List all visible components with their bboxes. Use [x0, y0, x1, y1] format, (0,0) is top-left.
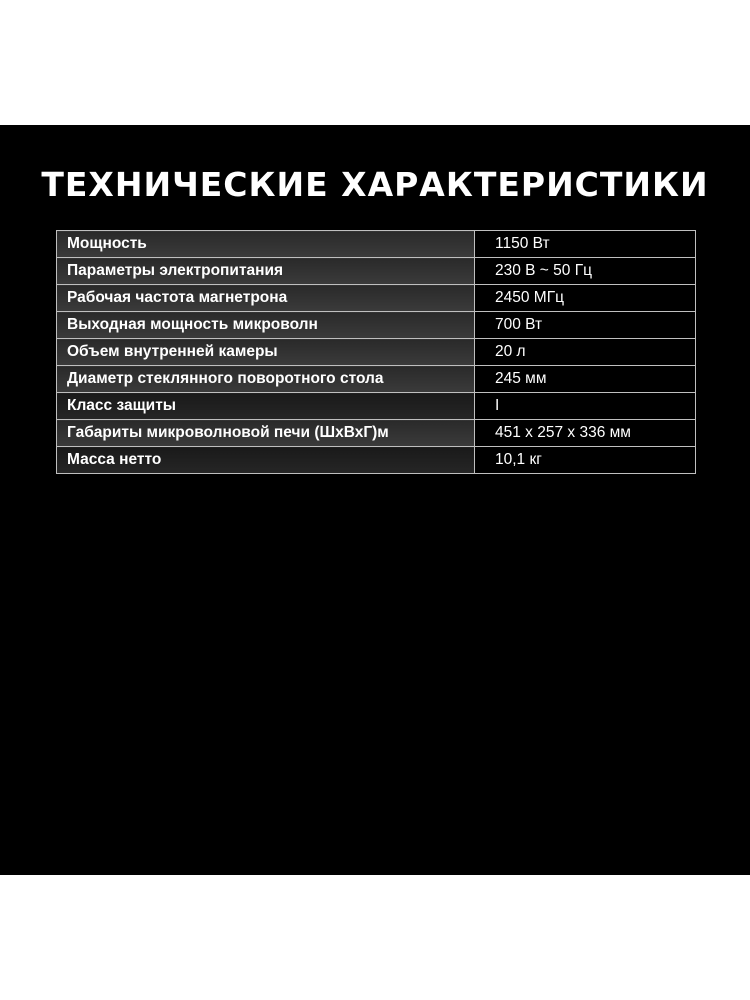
spec-value: 20 л [475, 339, 696, 366]
spec-value: 2450 МГц [475, 285, 696, 312]
spec-panel [0, 125, 750, 875]
spec-value: 700 Вт [475, 312, 696, 339]
spec-label: Габариты микроволновой печи (ШхВхГ)м [57, 420, 475, 447]
table-row [57, 393, 696, 420]
spec-label: Выходная мощность микроволн [57, 312, 475, 339]
table-row [57, 258, 696, 285]
spec-table [56, 230, 696, 474]
spec-value: 451 х 257 х 336 мм [475, 420, 696, 447]
spec-value: I [475, 393, 696, 420]
spec-label: Объем внутренней камеры [57, 339, 475, 366]
spec-label: Мощность [57, 231, 475, 258]
spec-label: Параметры электропитания [57, 258, 475, 285]
page-title: ТЕХНИЧЕСКИЕ ХАРАКТЕРИСТИКИ [41, 165, 709, 204]
spec-value: 245 мм [475, 366, 696, 393]
spec-value: 1150 Вт [475, 231, 696, 258]
spec-label: Диаметр стеклянного поворотного стола [57, 366, 475, 393]
spec-label: Рабочая частота магнетрона [57, 285, 475, 312]
spec-value: 10,1 кг [475, 447, 696, 474]
table-row [57, 366, 696, 393]
table-row [57, 231, 696, 258]
table-row [57, 420, 696, 447]
table-row [57, 285, 696, 312]
spec-label: Масса нетто [57, 447, 475, 474]
spec-label: Класс защиты [57, 393, 475, 420]
table-row [57, 312, 696, 339]
table-row [57, 339, 696, 366]
table-row [57, 447, 696, 474]
spec-value: 230 В ~ 50 Гц [475, 258, 696, 285]
